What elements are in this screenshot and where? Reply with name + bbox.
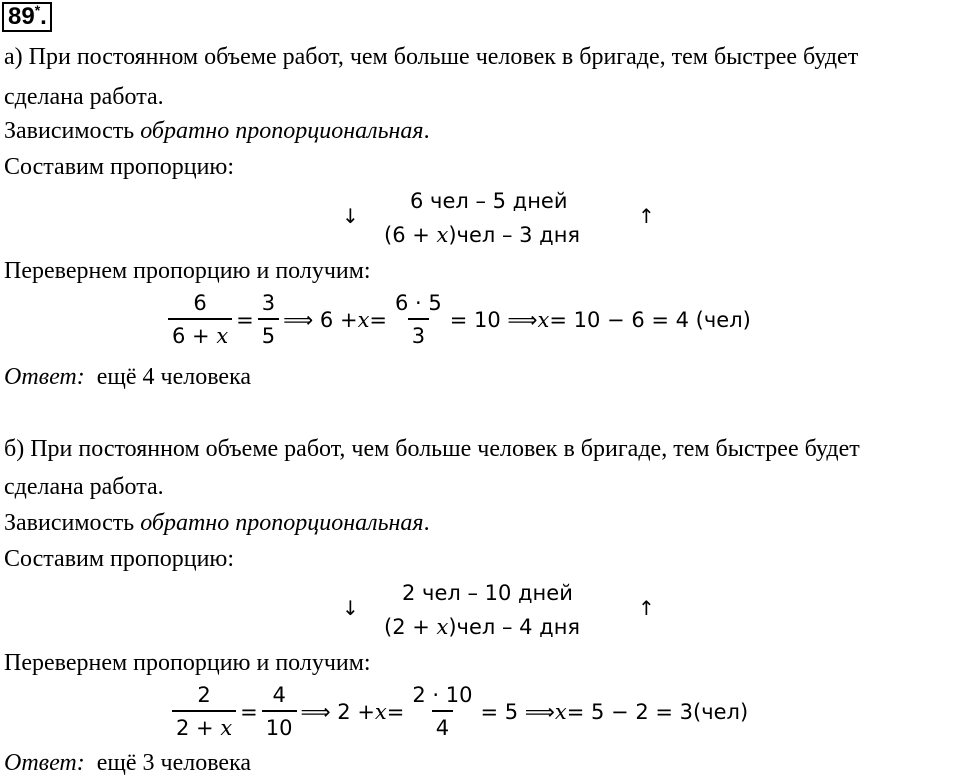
part-a-intro-cont: сделана работа.: [4, 84, 164, 110]
dependency-label: Зависимость: [4, 510, 141, 536]
part-a-compose: Составим пропорцию:: [4, 154, 235, 180]
dependency-label: Зависимость: [4, 118, 141, 144]
dependency-end: .: [423, 118, 430, 144]
part-a-equation: $\frac{6}{6 + x}$ = $\frac{3}{5}$ ⟹ 6 + x = $\frac{6 \cdot 5}{3}$ = 10 ⟹ x = 10 − 6 = 4 (чел): [164, 290, 751, 349]
part-a-answer: [4, 362, 251, 392]
part-b-compose: Составим пропорцию:: [4, 546, 235, 572]
problem-number-value: 89: [8, 3, 35, 30]
part-a-proportion-row2: (6 + x)чел – 3 дня: [384, 223, 581, 247]
part-b-dependency: [4, 508, 430, 538]
part-a-dependency: [4, 116, 430, 146]
part-b-proportion-row2: (2 + x)чел – 4 дня: [384, 615, 581, 639]
arrow-down-icon: ↓: [342, 204, 359, 228]
fraction: $\frac{2}{2 + x}$: [172, 682, 236, 741]
part-b-intro-cont: сделана работа.: [4, 474, 164, 500]
problem-number: [2, 2, 52, 32]
equals-sign: =: [236, 307, 254, 332]
fraction: $\frac{6 \cdot 5}{3}$: [395, 291, 442, 348]
variable-x: x: [436, 615, 449, 639]
fraction: $\frac{6}{6 + x}$: [168, 290, 232, 349]
dependency-type: обратно пропорциональная: [140, 118, 424, 144]
part-b-answer: [4, 748, 251, 778]
dependency-type: обратно пропорциональная: [140, 510, 424, 536]
arrow-up-icon: ↑: [638, 204, 655, 228]
part-a-flip: Перевернем пропорцию и получим:: [4, 258, 371, 284]
answer-text: ещё 4 человека: [96, 364, 252, 390]
fraction: $\frac{4}{10}$: [262, 682, 297, 741]
answer-label: Ответ:: [4, 364, 85, 390]
dependency-end: .: [423, 510, 430, 536]
variable-x: x: [436, 223, 449, 247]
problem-asterisk: *: [34, 2, 41, 18]
part-a-proportion-row1: 6 чел – 5 дней: [410, 189, 568, 213]
part-a-intro: а) При постоянном объеме работ, чем больше человек в бригаде, тем быстрее будет: [4, 44, 859, 70]
arrow-up-icon: ↑: [638, 596, 655, 620]
answer-label: Ответ:: [4, 750, 85, 776]
arrow-down-icon: ↓: [342, 596, 359, 620]
part-b-intro: б) При постоянном объеме работ, чем больше человек в бригаде, тем быстрее будет: [4, 436, 860, 462]
fraction: $\frac{2 \cdot 10}{4}$: [412, 683, 473, 740]
answer-text: ещё 3 человека: [96, 750, 252, 776]
part-b-flip: Перевернем пропорцию и получим:: [4, 650, 371, 676]
part-b-proportion-row1: 2 чел – 10 дней: [402, 581, 573, 605]
problem-dot: .: [40, 3, 47, 30]
part-b-equation: $\frac{2}{2 + x}$ = $\frac{4}{10}$ ⟹ 2 + x = $\frac{2 \cdot 10}{4}$ = 5 ⟹ x = 5 − 2 = 3(чел): [168, 682, 748, 741]
fraction: $\frac{3}{5}$: [258, 290, 279, 349]
equals-sign: =: [240, 699, 258, 724]
